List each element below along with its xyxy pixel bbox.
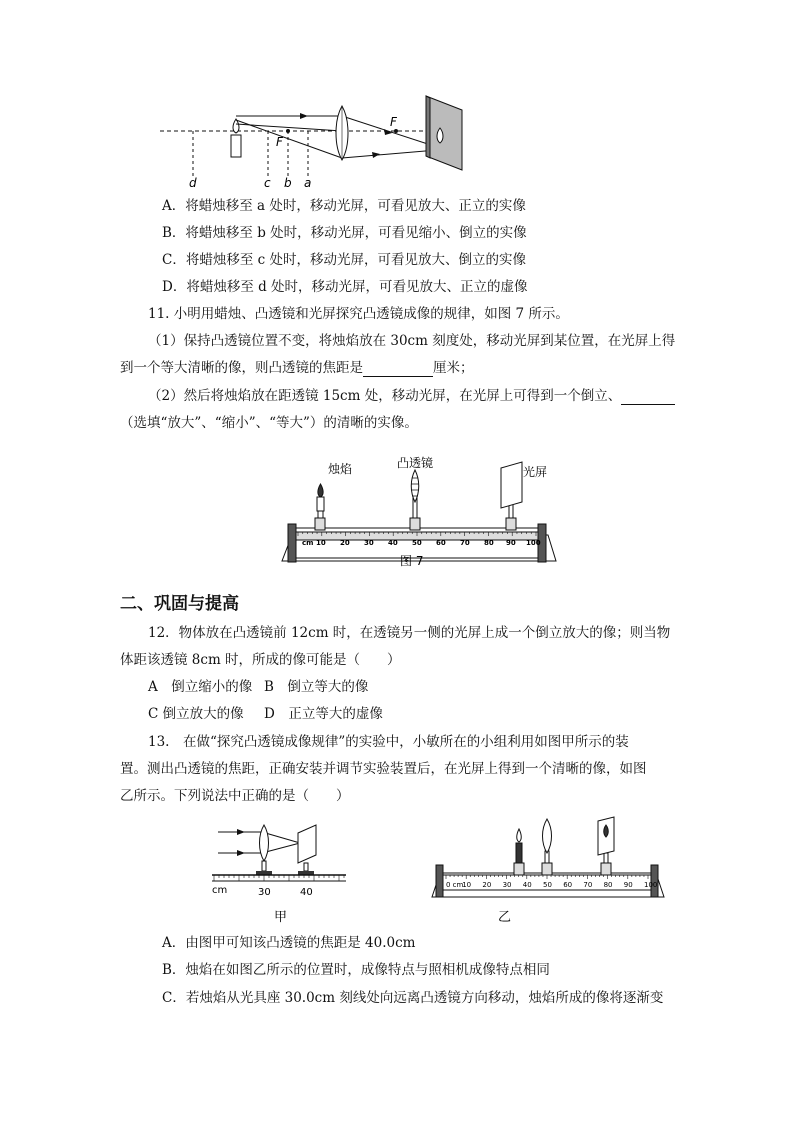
q11-part2-line1 bbox=[148, 387, 675, 405]
q11-part1-text: 到一个等大清晰的像，则凸透镜的焦距是 bbox=[120, 360, 363, 376]
candle-flame bbox=[318, 484, 323, 497]
q10-option-d[interactable]: D．将蜡烛移至 d 处时，移动光屏，可看见放大、正立的虚像 bbox=[162, 279, 528, 295]
ruler-label: 80 bbox=[603, 881, 613, 889]
q13-line3: 乙所示。下列说法中正确的是（ ） bbox=[120, 788, 350, 804]
caption-yi: 乙 bbox=[498, 910, 512, 925]
screen-image bbox=[604, 825, 609, 837]
tick-30: 30 bbox=[258, 887, 271, 898]
candle bbox=[231, 135, 241, 157]
label-candle: 烛焰 bbox=[328, 462, 353, 476]
q11-part1-line2 bbox=[120, 359, 474, 377]
ruler-label: 60 bbox=[563, 881, 573, 889]
ruler-tick-10: 10 bbox=[316, 539, 326, 547]
section-title: 二、巩固与提高 bbox=[120, 594, 239, 614]
ruler-label: 0 cm bbox=[446, 881, 464, 889]
ruler-label: 10 bbox=[462, 881, 472, 889]
q13-option-b[interactable]: B．烛焰在如图乙所示的位置时，成像特点与照相机成像特点相同 bbox=[162, 962, 550, 978]
ray-diagram bbox=[0, 0, 794, 200]
q12-line2: 体距该透镜 8cm 时，所成的像可能是（ ） bbox=[120, 652, 401, 668]
candle-flame bbox=[517, 829, 522, 842]
label-a: a bbox=[304, 176, 312, 190]
q11-stem: 11. 小明用蜡烛、凸透镜和光屏探究凸透镜成像的规律，如图 7 所示。 bbox=[148, 306, 569, 322]
ruler-tick-90: 90 bbox=[506, 539, 516, 547]
label-F-left: F bbox=[276, 135, 283, 149]
screen bbox=[501, 462, 522, 508]
q11-image-type-blank[interactable] bbox=[621, 390, 675, 405]
ruler-label: 30 bbox=[502, 881, 512, 889]
unit-cm: cm bbox=[212, 885, 228, 896]
ruler-label: 40 bbox=[522, 881, 532, 889]
figure-7-optical-bench bbox=[0, 440, 794, 580]
focal-point-right bbox=[394, 129, 398, 133]
tick-40: 40 bbox=[300, 887, 313, 898]
ruler-tick-100: 100 bbox=[526, 539, 541, 547]
ruler-label: 20 bbox=[482, 881, 492, 889]
label-d: d bbox=[189, 176, 197, 190]
q10-option-b[interactable]: B．将蜡烛移至 b 处时，移动光屏，可看见缩小、倒立的实像 bbox=[162, 225, 527, 241]
q10-option-c[interactable]: C．将蜡烛移至 c 处时，移动光屏，可看见放大、倒立的实像 bbox=[162, 252, 526, 268]
lens bbox=[411, 470, 419, 502]
ruler-label: 50 bbox=[543, 881, 552, 889]
q13-line2: 置。测出凸透镜的焦距，正确安装并调节实验装置后，在光屏上得到一个清晰的像，如图 bbox=[120, 761, 647, 777]
q11-part1-line1: （1）保持凸透镜位置不变，将烛焰放在 30cm 刻度处，移动光屏到某位置，在光屏上得 bbox=[148, 333, 676, 349]
figure-yi bbox=[0, 815, 794, 935]
ruler-tick-30: 30 bbox=[364, 539, 374, 547]
q11-part2-text: （2）然后将烛焰放在距透镜 15cm 处，移动光屏，在光屏上可得到一个倒立、 bbox=[148, 388, 622, 404]
ruler-tick-50: 50 bbox=[412, 539, 422, 547]
q12-option-b[interactable]: B 倒立等大的像 bbox=[264, 679, 369, 695]
label-c: c bbox=[264, 176, 271, 190]
ruler-tick-60: 60 bbox=[436, 539, 446, 547]
q12-option-a[interactable]: A 倒立缩小的像 bbox=[148, 679, 253, 695]
ruler-unit: cm bbox=[302, 539, 314, 547]
q11-part1-unit: 厘米； bbox=[433, 360, 474, 376]
q13-option-a[interactable]: A．由图甲可知该凸透镜的焦距是 40.0cm bbox=[162, 935, 416, 951]
screen bbox=[426, 96, 462, 170]
q11-part2-line2: （选填“放大”、“缩小”、“等大”）的清晰的实像。 bbox=[120, 415, 418, 431]
figure-caption: 图 7 bbox=[400, 554, 424, 568]
q13-line1: 13. 在做“探究凸透镜成像规律”的实验中，小敏所在的小组利用如图甲所示的装 bbox=[148, 734, 629, 750]
q12-option-d[interactable]: D 正立等大的虚像 bbox=[264, 706, 383, 722]
focal-point-left bbox=[286, 129, 290, 133]
ruler-label: 100 bbox=[644, 881, 658, 889]
label-b: b bbox=[284, 176, 292, 190]
label-F-right: F bbox=[390, 115, 397, 129]
q11-focal-length-blank[interactable] bbox=[363, 362, 433, 377]
q10-option-a[interactable]: A．将蜡烛移至 a 处时，移动光屏，可看见放大、正立的实像 bbox=[162, 198, 526, 214]
label-lens: 凸透镜 bbox=[397, 456, 434, 470]
caption-jia: 甲 bbox=[274, 910, 288, 925]
ruler-label: 90 bbox=[623, 881, 633, 889]
candle bbox=[516, 843, 522, 863]
ruler-label: 70 bbox=[583, 881, 593, 889]
lens bbox=[543, 819, 552, 853]
q12-line1: 12．物体放在凸透镜前 12cm 时，在透镜另一侧的光屏上成一个倒立放大的像；则当物 bbox=[148, 625, 671, 641]
candle bbox=[317, 497, 324, 511]
ruler-tick-70: 70 bbox=[460, 539, 470, 547]
q13-option-c[interactable]: C．若烛焰从光具座 30.0cm 刻线处向远离凸透镜方向移动，烛焰所成的像将逐渐变 bbox=[162, 990, 664, 1006]
ruler-tick-20: 20 bbox=[340, 539, 350, 547]
label-screen: 光屏 bbox=[523, 465, 548, 479]
ruler-tick-40: 40 bbox=[388, 539, 398, 547]
ruler-tick-80: 80 bbox=[484, 539, 494, 547]
q12-option-c[interactable]: C 倒立放大的像 bbox=[148, 706, 244, 722]
candle-holder bbox=[315, 518, 325, 530]
